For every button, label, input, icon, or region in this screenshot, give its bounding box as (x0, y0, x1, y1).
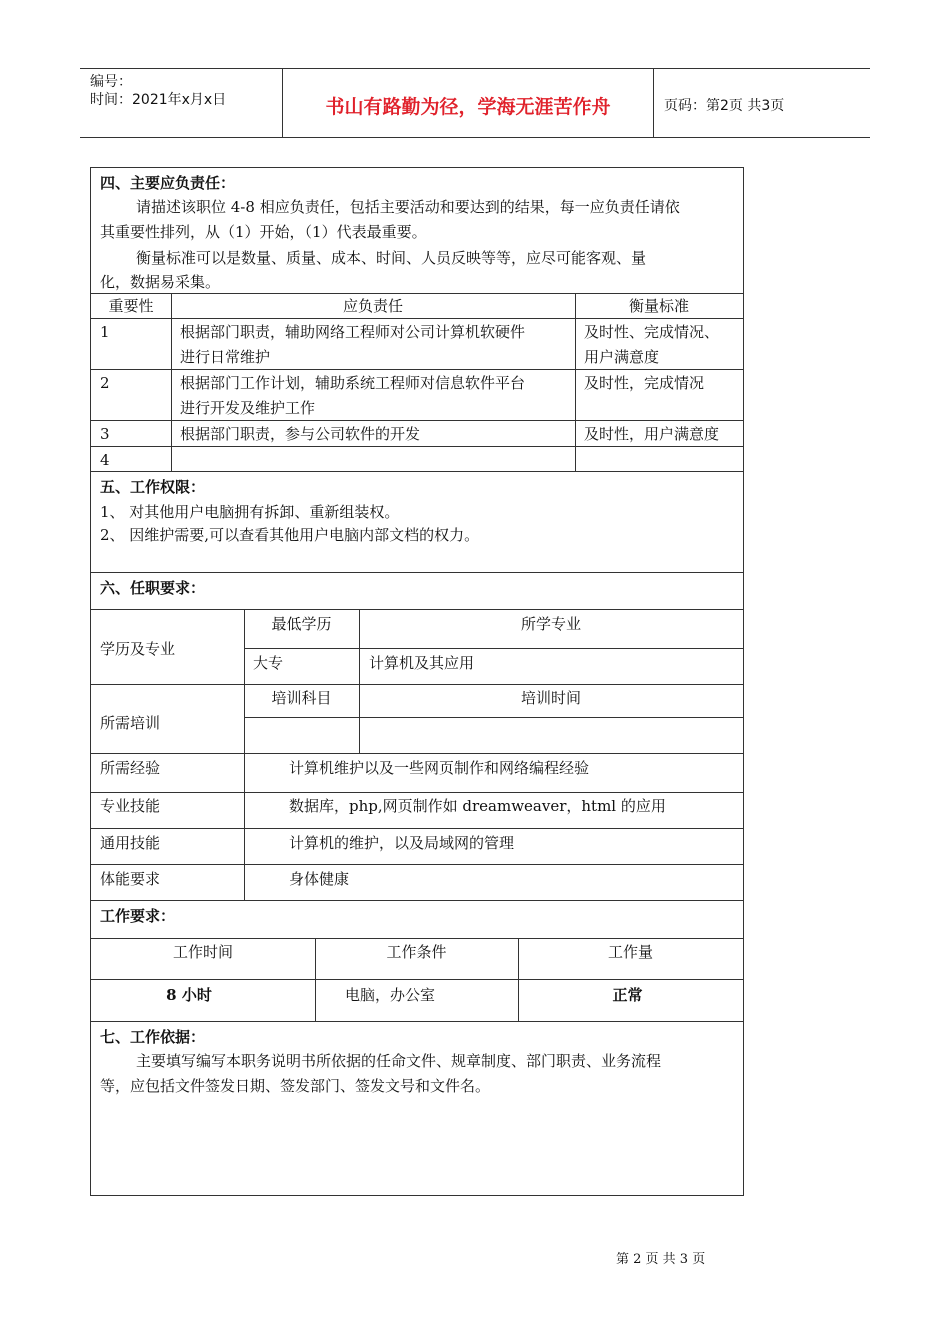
gen-skill-label: 通用技能 (100, 834, 161, 852)
section4-title: 四、主要应负责任： (100, 174, 236, 192)
date-label: 时间：2021年x月x日 (90, 92, 227, 108)
work-req-col-time: 工作时间 (172, 943, 233, 961)
experience-value: 计算机维护以及一些网页制作和网络编程经验 (289, 759, 590, 777)
page-header (80, 68, 870, 138)
section5-title: 五、工作权限： (100, 478, 206, 496)
duty-text-1a: 根据部门职责，辅助网络工程师对公司计算机软硬件 (180, 323, 526, 341)
duty-measure-1b: 用户满意度 (584, 348, 660, 366)
education-degree-value: 大专 (253, 654, 284, 672)
header-page-label: 页码：第2页 共3页 (664, 98, 785, 114)
work-req-col-condition: 工作条件 (386, 943, 447, 961)
training-col-subject: 培训科目 (271, 689, 332, 707)
work-req-title: 工作要求： (100, 907, 176, 925)
duty-text-1b: 进行日常维护 (180, 348, 271, 366)
experience-label: 所需经验 (100, 759, 161, 777)
section7-line2: 等，应包括文件签发日期、签发部门、签发文号和文件名。 (100, 1077, 491, 1095)
duty-measure-3a: 及时性，用户满意度 (584, 425, 720, 443)
training-col-duration: 培训时间 (520, 689, 581, 707)
education-label: 学历及专业 (100, 640, 176, 658)
work-req-col-workload: 工作量 (607, 943, 653, 961)
education-col-major: 所学专业 (520, 615, 581, 633)
header-meta (80, 69, 282, 137)
work-req-workload-value: 正常 (612, 986, 643, 1004)
duty-rank-3: 3 (100, 425, 110, 443)
pro-skill-value: 数据库，php,网页制作如 dreamweaver，html 的应用 (289, 797, 666, 815)
work-req-time-value: 8 小时 (166, 986, 212, 1004)
duty-measure-1a: 及时性、完成情况、 (584, 323, 720, 341)
section4-intro-line1: 请描述该职位 4-8 相应负责任，包括主要活动和要达到的结果，每一应负责任请依 (136, 198, 680, 216)
education-col-degree: 最低学历 (271, 615, 332, 633)
section4-intro-line2: 其重要性排列，从（1）开始，（1）代表最重要。 (100, 223, 427, 241)
authority-item-2: 2、 因维护需要,可以查看其他用户电脑内部文档的权力。 (100, 526, 480, 544)
duty-measure-2a: 及时性，完成情况 (584, 374, 705, 392)
section4-intro2-line2: 化，数据易采集。 (100, 273, 221, 291)
authority-item-1: 1、 对其他用户电脑拥有拆卸、重新组装权。 (100, 503, 400, 521)
duty-text-2b: 进行开发及维护工作 (180, 399, 316, 417)
page-footer: 第 2 页 共 3 页 (616, 1252, 706, 1267)
section6-title: 六、任职要求： (100, 579, 206, 597)
col-header-rank: 重要性 (108, 297, 154, 315)
duty-rank-1: 1 (100, 323, 110, 341)
education-major-value: 计算机及其应用 (369, 654, 475, 672)
physical-value: 身体健康 (289, 870, 350, 888)
section4-intro2-line1: 衡量标准可以是数量、质量、成本、时间、人员反映等等，应尽可能客观、量 (136, 249, 647, 267)
physical-label: 体能要求 (100, 870, 161, 888)
training-label: 所需培训 (100, 714, 161, 732)
duty-rank-2: 2 (100, 374, 110, 392)
duty-text-3a: 根据部门职责，参与公司软件的开发 (180, 425, 421, 443)
duty-rank-4: 4 (100, 451, 110, 469)
number-label: 编号： (90, 74, 132, 90)
section7-title: 七、工作依据： (100, 1028, 206, 1046)
col-header-duty: 应负责任 (342, 297, 403, 315)
work-req-condition-value: 电脑，办公室 (345, 986, 436, 1004)
col-header-measure: 衡量标准 (628, 297, 689, 315)
job-description-form (90, 167, 744, 1196)
section7-line1: 主要填写编写本职务说明书所依据的任命文件、规章制度、部门职责、业务流程 (136, 1052, 662, 1070)
pro-skill-label: 专业技能 (100, 797, 161, 815)
duty-text-2a: 根据部门工作计划，辅助系统工程师对信息软件平台 (180, 374, 526, 392)
gen-skill-value: 计算机的维护，以及局域网的管理 (289, 834, 515, 852)
header-motto: 书山有路勤为径，学海无涯苦作舟 (282, 69, 654, 137)
